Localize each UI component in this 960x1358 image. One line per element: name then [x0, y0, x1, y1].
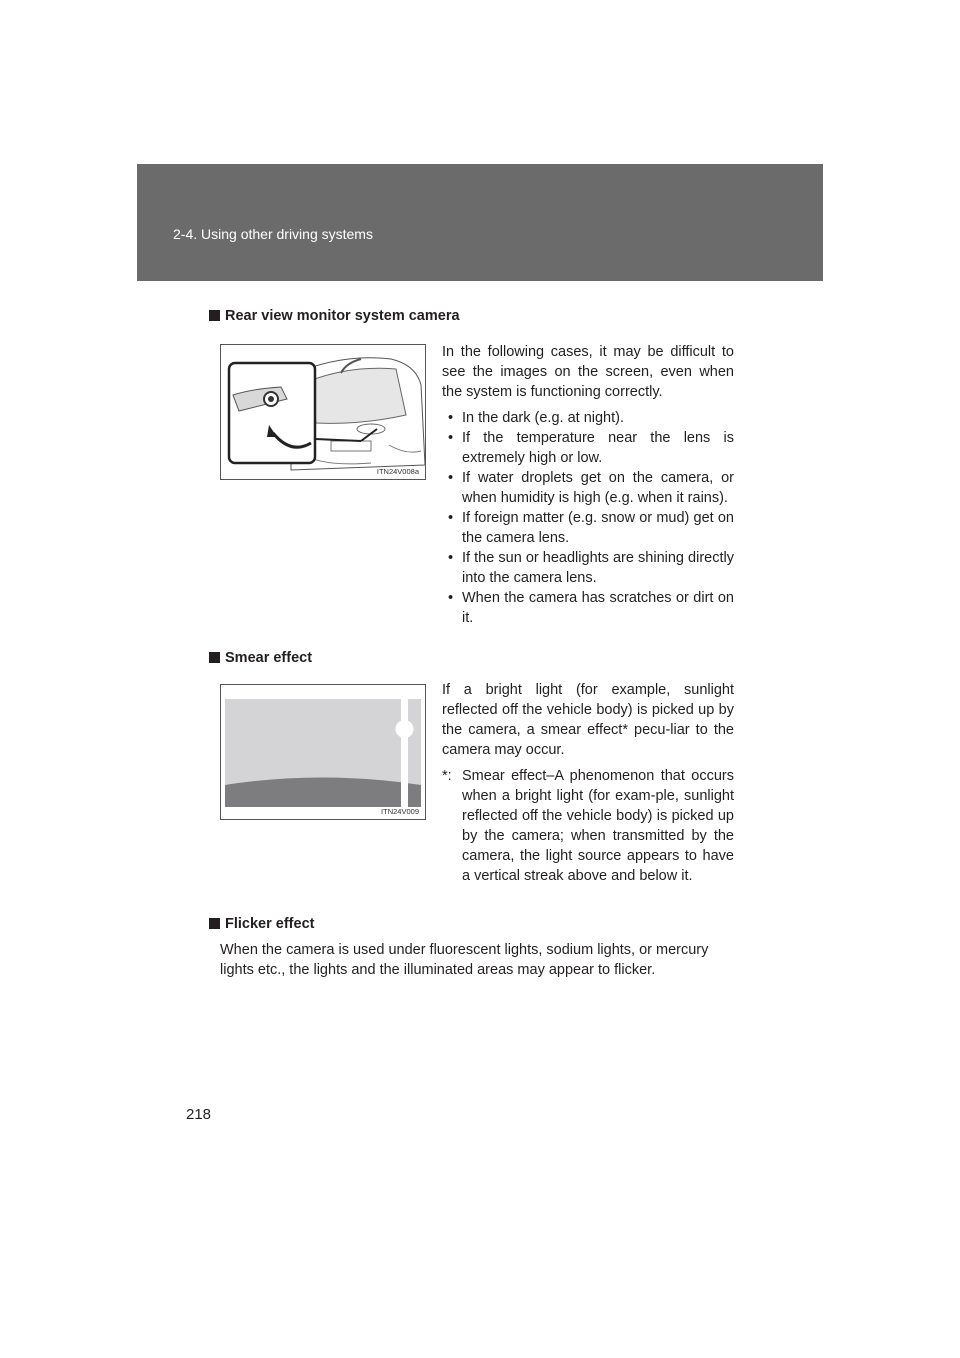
list-item: • If water droplets get on the camera, or when humidity is high (e.g. when it rains).: [442, 468, 734, 508]
header-band: [137, 164, 823, 281]
figure-code: ITN24V008a: [376, 467, 419, 476]
square-bullet-icon: [209, 918, 220, 929]
page-number: 218: [186, 1106, 212, 1123]
heading-smear-effect: [209, 650, 312, 666]
conditions-list: [442, 408, 734, 628]
list-item: • If foreign matter (e.g. snow or mud) get on the camera lens.: [442, 508, 734, 548]
figure-code: ITN24V009: [381, 807, 419, 816]
footnote-mark: *:: [442, 768, 452, 784]
rear-camera-illustration: [221, 345, 426, 480]
smear-intro: If a bright light (for example, sunlight reflected off the vehicle body) is picked up by the camera, a smear effect* pecu-liar to the camera may occur.: [442, 682, 734, 758]
section-title: 2-4. Using other driving systems: [173, 226, 373, 242]
smear-effect-illustration: [221, 685, 426, 820]
footnote-text: Smear effect–A phenomenon that occurs when a bright light (for exam-ple, sunlight reflected off the vehicle body) is picked up by the camera; when transmitted by the camera, the light source appears to have a vertical streak above and below it.: [462, 768, 734, 884]
rear-camera-text: [442, 342, 734, 628]
footnote: [442, 766, 734, 886]
list-item: • If the sun or headlights are shining directly into the camera lens.: [442, 548, 734, 588]
heading-text: Smear effect: [225, 650, 313, 666]
figure-smear-effect: [220, 684, 426, 820]
heading-flicker-effect: [209, 916, 314, 932]
list-item: • If the temperature near the lens is extremely high or low.: [442, 428, 734, 468]
heading-text: Rear view monitor system camera: [225, 308, 460, 324]
smear-effect-text: [442, 680, 734, 886]
square-bullet-icon: [209, 652, 220, 663]
square-bullet-icon: [209, 310, 220, 321]
figure-rear-camera: [220, 344, 426, 480]
heading-text: Flicker effect: [225, 916, 315, 932]
list-item: • When the camera has scratches or dirt on it.: [442, 588, 734, 628]
rear-camera-intro: In the following cases, it may be difficult to see the images on the screen, even when the system is functioning correctly.: [442, 344, 734, 400]
heading-rear-view-camera: [209, 308, 460, 324]
list-item: • In the dark (e.g. at night).: [442, 408, 734, 428]
flicker-effect-text: When the camera is used under fluorescent lights, sodium lights, or mercury lights etc., the lights and the illuminated areas may appear to flicker.: [220, 942, 709, 978]
